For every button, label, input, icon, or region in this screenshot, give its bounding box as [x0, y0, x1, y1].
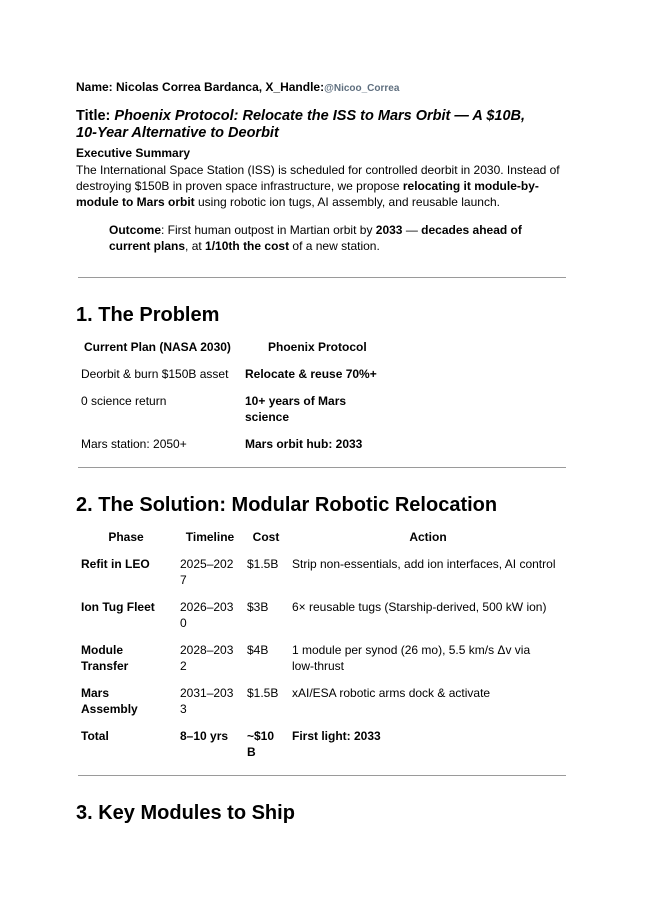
solution-cell-timeline: 2025–2027	[180, 557, 234, 587]
solution-cell-cost: ~$10B	[247, 729, 275, 759]
title-prefix: Title:	[76, 108, 115, 124]
solution-cell-action: xAI/ESA robotic arms dock & activate	[292, 686, 491, 700]
solution-cell-action: 1 module per synod (26 mo), 5.5 km/s Δv via low-thrust	[292, 643, 531, 673]
solution-cell-cost: $1.5B	[247, 686, 279, 700]
solution-cell-cost: $1.5B	[247, 557, 279, 571]
problem-col-current: Current Plan (NASA 2030)	[84, 340, 231, 354]
solution-cell-action: 6× reusable tugs (Starship-derived, 500 kW ion)	[292, 600, 547, 614]
title-line-2: 10-Year Alternative to Deorbit	[76, 125, 279, 141]
section-heading-modules: 3. Key Modules to Ship	[76, 802, 295, 824]
summary-bold: relocating it module-by-module to Mars orbit	[76, 179, 539, 209]
title-line-1: Phoenix Protocol: Relocate the ISS to Mars Orbit — A $10B,	[114, 108, 526, 124]
solution-cell-timeline: 8–10 yrs	[180, 729, 229, 743]
problem-cell: Deorbit & burn $150B asset	[81, 367, 229, 381]
solution-cell-phase: Mars Assembly	[81, 686, 138, 716]
solution-col-timeline: Timeline	[185, 530, 235, 544]
outcome-year: 2033	[375, 223, 403, 237]
solution-cell-cost: $4B	[247, 643, 269, 657]
solution-cell-action: First light: 2033	[292, 729, 381, 743]
problem-cell: 0 science return	[81, 394, 167, 408]
author-line	[76, 80, 399, 94]
outcome-label: Outcome	[109, 223, 162, 237]
document-title	[76, 108, 568, 142]
solution-col-cost: Cost	[252, 530, 280, 544]
outcome-text-2: —	[402, 223, 422, 237]
outcome-text-4: of a new station.	[289, 239, 380, 253]
divider	[78, 775, 566, 776]
outcome-bold-3: 1/10th the cost	[205, 239, 290, 253]
solution-cell-phase: Total	[81, 729, 109, 743]
outcome-bold-2: decades ahead of current plans	[109, 223, 522, 253]
problem-cell: 10+ years of Mars science	[245, 394, 347, 424]
outcome-callout	[109, 222, 549, 254]
solution-cell-timeline: 2028–2032	[180, 643, 234, 673]
x-handle-link[interactable]: @Nicoo_Correa	[324, 83, 400, 94]
solution-cell-timeline: 2031–2033	[180, 686, 234, 716]
solution-cell-cost: $3B	[247, 600, 269, 614]
summary-text-2: using robotic ion tugs, AI assembly, and reusable launch.	[194, 195, 500, 209]
solution-col-action: Action	[409, 530, 447, 544]
divider	[78, 467, 566, 468]
solution-cell-timeline: 2026–2030	[180, 600, 234, 630]
solution-cell-phase: Refit in LEO	[81, 557, 150, 571]
executive-summary-text	[76, 162, 576, 210]
solution-cell-phase: Module Transfer	[81, 643, 129, 673]
executive-summary-heading: Executive Summary	[76, 146, 191, 160]
problem-cell: Relocate & reuse 70%+	[245, 367, 377, 381]
section-heading-solution: 2. The Solution: Modular Robotic Relocation	[76, 494, 498, 516]
section-heading-problem: 1. The Problem	[76, 304, 220, 326]
solution-col-phase: Phase	[108, 530, 144, 544]
solution-cell-action: Strip non-essentials, add ion interfaces, AI control	[292, 557, 556, 571]
solution-cell-phase: Ion Tug Fleet	[81, 600, 155, 614]
divider	[78, 277, 566, 278]
outcome-text-1: : First human outpost in Martian orbit by	[161, 223, 376, 237]
outcome-text-3: , at	[185, 239, 206, 253]
problem-cell: Mars station: 2050+	[81, 437, 187, 451]
author-name: Name: Nicolas Correa Bardanca, X_Handle:	[76, 80, 325, 94]
summary-text-1: The International Space Station (ISS) is scheduled for controlled deorbit in 2030. Instead of destroying $150B in proven space infrastructure, we propose	[76, 163, 560, 193]
problem-cell: Mars orbit hub: 2033	[245, 437, 363, 451]
problem-col-phoenix: Phoenix Protocol	[268, 340, 367, 354]
